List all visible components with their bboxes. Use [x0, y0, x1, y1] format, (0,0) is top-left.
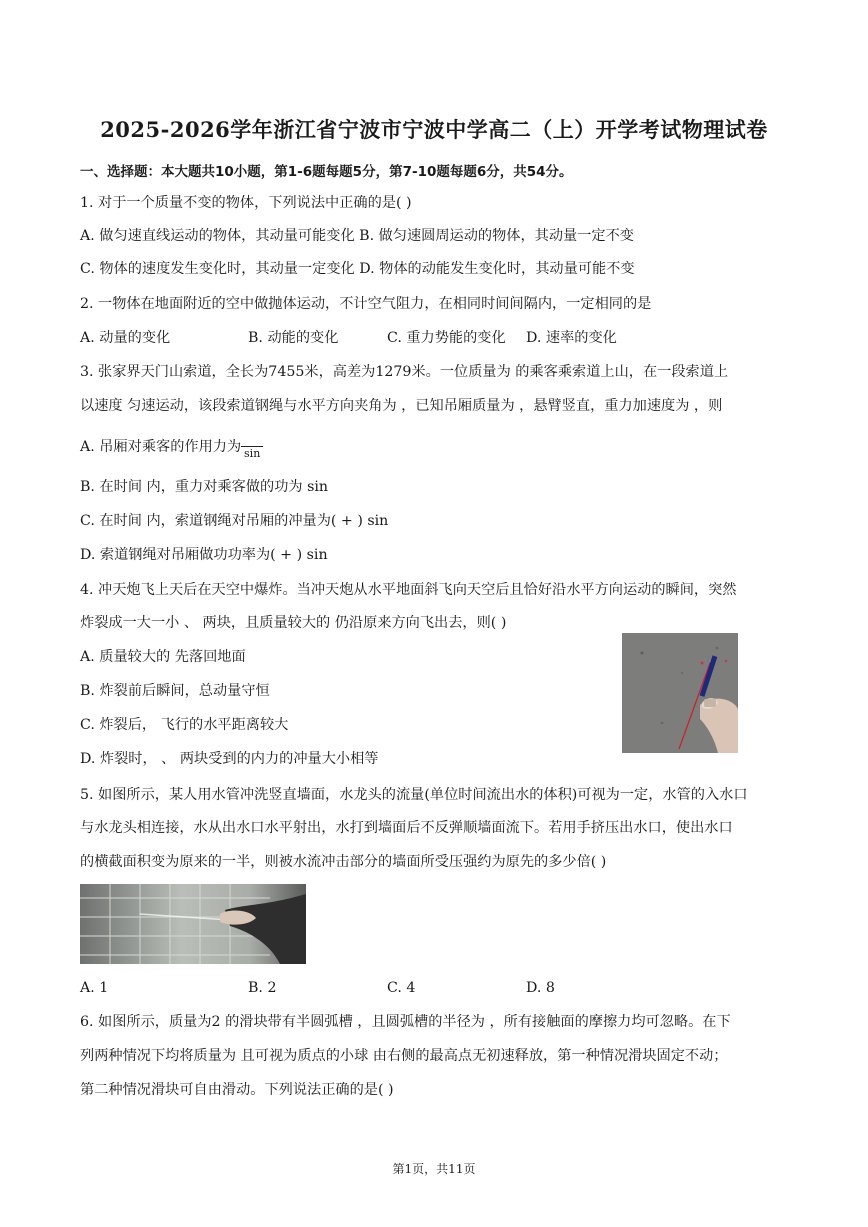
water-hose-wall-photo [80, 884, 306, 964]
q3-option-c: C. 在时间 内，索道钢绳对吊厢的冲量为( + ) sin [80, 513, 389, 529]
q4-stem-line2: 炸裂成一大一小 、 两块，且质量较大的 仍沿原来方向飞出去，则( ) [80, 615, 507, 631]
fraction-denominator: sin [244, 447, 261, 460]
q5-option-a: A. 1 [80, 980, 109, 996]
q3-option-a [80, 437, 263, 459]
section-heading: 一、选择题：本大题共10小题，第1-6题每题5分，第7-10题每题6分，共54分。 [80, 164, 573, 180]
q4-option-d: D. 炸裂时， 、 两块受到的内力的冲量大小相等 [80, 751, 379, 767]
q3-option-d: D. 索道钢绳对吊厢做功功率为( + ) sin [80, 547, 328, 563]
q1-stem: 1. 对于一个质量不变的物体，下列说法中正确的是( ) [80, 195, 412, 211]
q1-options-ab: A. 做匀速直线运动的物体，其动量可能变化 B. 做匀速圆周运动的物体，其动量一定不变 [80, 228, 634, 244]
q6-stem-line2: 列两种情况下均将质量为 且可视为质点的小球 由右侧的最高点无初速释放，第一种情况滑块固定不动； [80, 1048, 728, 1064]
q2-option-a: A. 动量的变化 [80, 330, 171, 346]
exam-title: 2025-2026学年浙江省宁波市宁波中学高二（上）开学考试物理试卷 [100, 117, 768, 142]
q5-option-c: C. 4 [387, 980, 416, 996]
q2-option-d: D. 速率的变化 [526, 330, 617, 346]
q5-option-b: B. 2 [248, 980, 277, 996]
firecracker-photo [622, 633, 738, 753]
q2-option-c: C. 重力势能的变化 [387, 330, 506, 346]
firecracker-photo-graphic [622, 633, 738, 753]
q2-stem: 2. 一物体在地面附近的空中做抛体运动，不计空气阻力，在相同时间间隔内，一定相同的是 [80, 296, 652, 312]
q5-stem-line2: 与水龙头相连接，水从出水口水平射出，水打到墙面后不反弹顺墙面流下。若用手挤压出水口，使出水口 [80, 820, 733, 836]
q3-option-a-text: A. 吊厢对乘客的作用力为 [80, 439, 242, 455]
q6-stem-line3: 第二种情况滑块可自由滑动。下列说法正确的是( ) [80, 1082, 394, 1098]
q4-option-c: C. 炸裂后， 飞行的水平距离较大 [80, 717, 289, 733]
page-footer: 第1页，共11页 [392, 1162, 476, 1176]
q5-stem-line1: 5. 如图所示，某人用水管冲洗竖直墙面，水龙头的流量(单位时间流出水的体积)可视为一定，水管的入水口 [80, 787, 748, 803]
fraction-numerator [241, 437, 263, 447]
q4-option-a: A. 质量较大的 先落回地面 [80, 649, 246, 665]
q4-option-b: B. 炸裂前后瞬间，总动量守恒 [80, 683, 270, 699]
q3-stem-line2: 以速度 匀速运动，该段索道钢绳与水平方向夹角为 ，已知吊厢质量为 ，悬臂竖直，重力加速度为 ，则 [80, 398, 723, 414]
q5-stem-line3: 的横截面积变为原来的一半，则被水流冲击部分的墙面所受压强约为原先的多少倍( ) [80, 854, 607, 870]
q5-option-d: D. 8 [526, 980, 555, 996]
fraction [241, 437, 263, 459]
q3-option-b: B. 在时间 内，重力对乘客做的功为 sin [80, 479, 329, 495]
q4-stem-line1: 4. 冲天炮飞上天后在天空中爆炸。当冲天炮从水平地面斜飞向天空后且恰好沿水平方向运动的瞬间，突然 [80, 582, 737, 598]
q6-stem-line1: 6. 如图所示，质量为2 的滑块带有半圆弧槽 ，且圆弧槽的半径为 ，所有接触面的摩擦力均可忽略。在下 [80, 1014, 731, 1030]
q3-stem-line1: 3. 张家界天门山索道，全长为7455米，高差为1279米。一位质量为 的乘客乘索道上山，在一段索道上 [80, 364, 729, 380]
water-hose-wall-photo-graphic [80, 884, 306, 964]
q2-option-b: B. 动能的变化 [248, 330, 339, 346]
q1-options-cd: C. 物体的速度发生变化时，其动量一定变化 D. 物体的动能发生变化时，其动量可能不变 [80, 261, 635, 277]
